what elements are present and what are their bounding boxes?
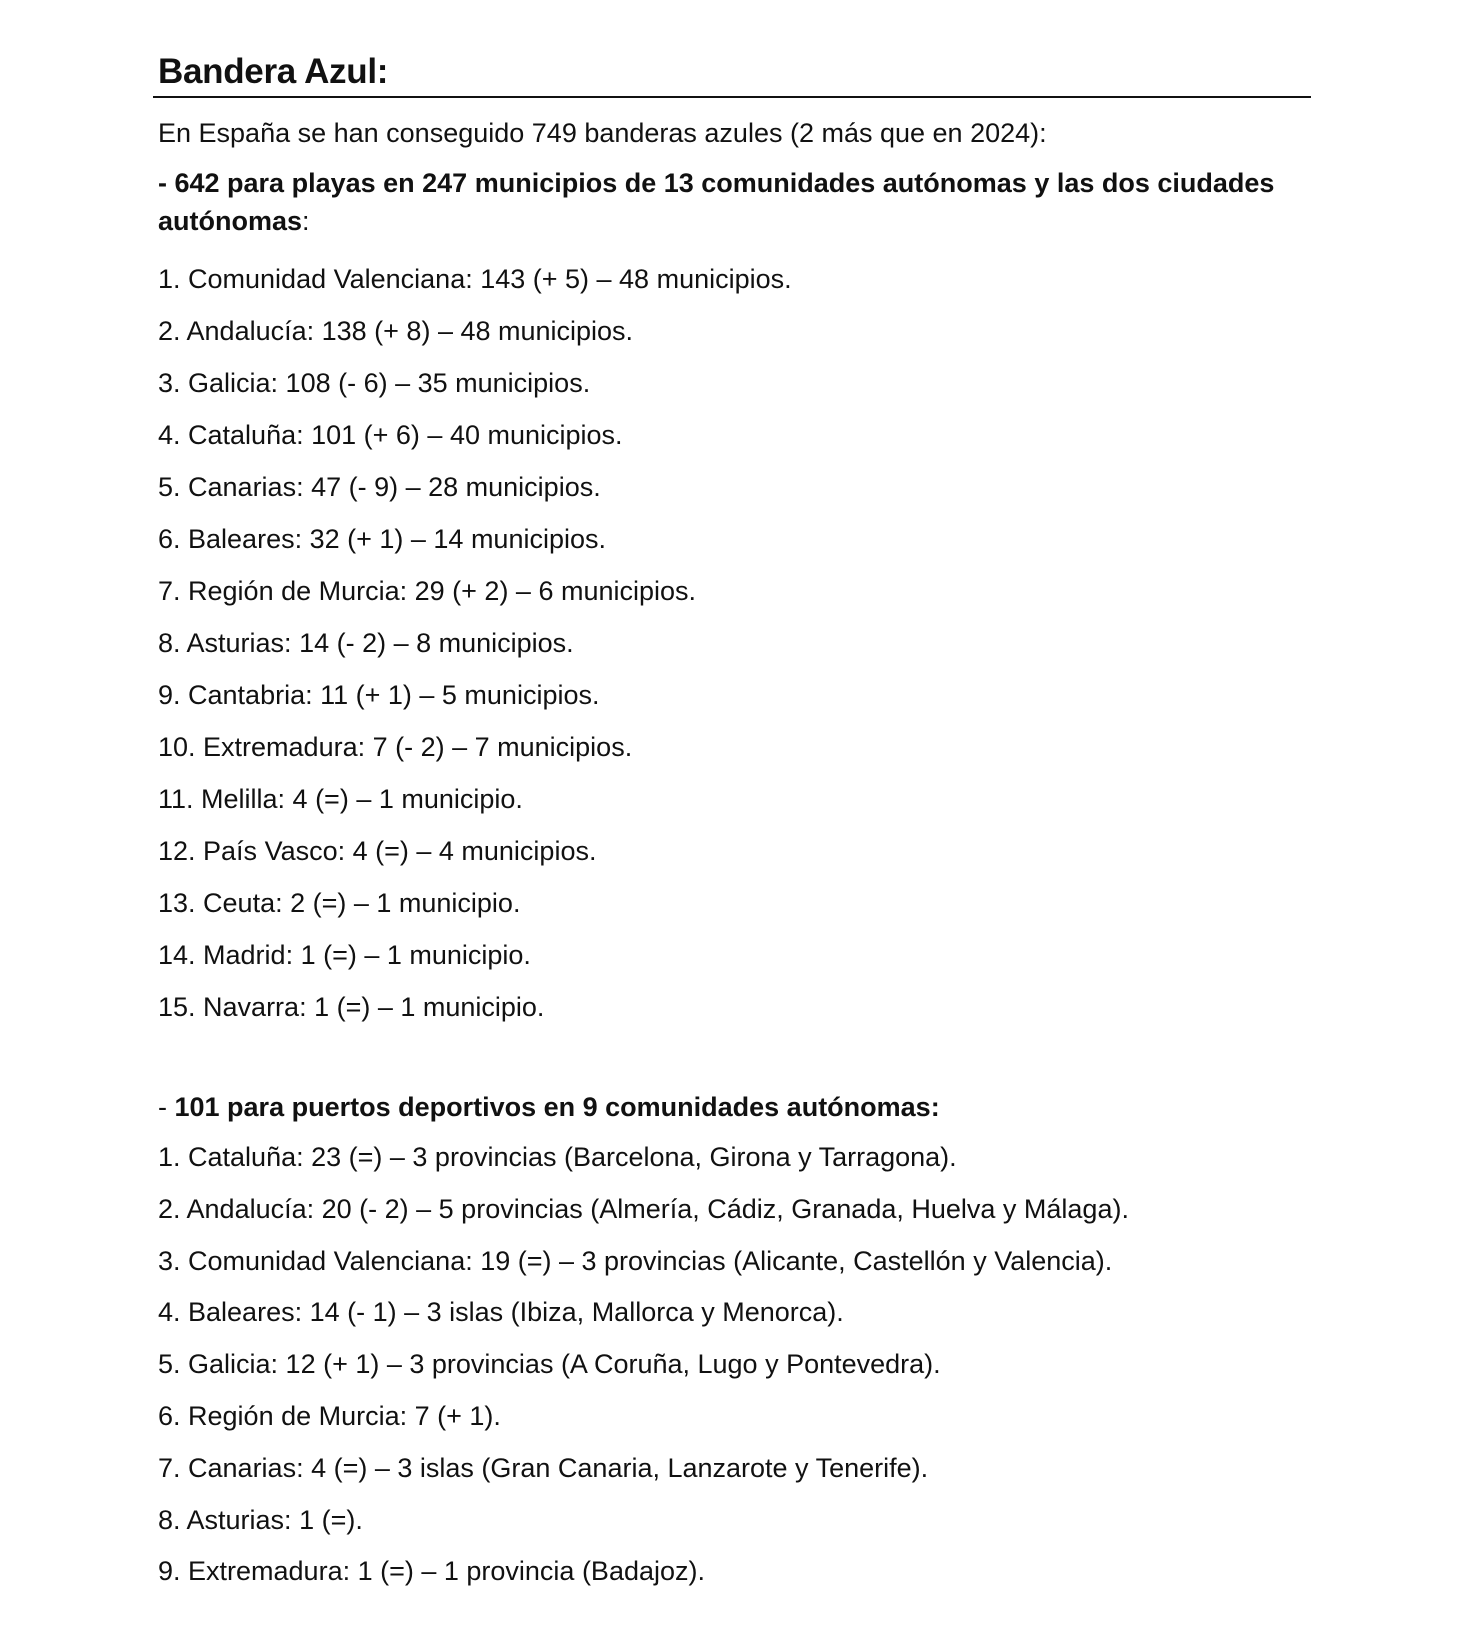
beaches-heading — [158, 164, 1308, 240]
list-item: 2. Andalucía: 20 (- 2) – 5 provincias (Almería, Cádiz, Granada, Huelva y Málaga). — [158, 1193, 1129, 1224]
ports-heading — [158, 1088, 1308, 1126]
beaches-heading-suffix: : — [302, 206, 310, 236]
list-item: 11. Melilla: 4 (=) – 1 municipio. — [158, 784, 523, 814]
intro-paragraph: En España se han conseguido 749 banderas azules (2 más que en 2024): — [158, 118, 1047, 148]
list-item: 7. Región de Murcia: 29 (+ 2) – 6 municipios. — [158, 576, 697, 606]
list-item: 10. Extremadura: 7 (- 2) – 7 municipios. — [158, 732, 633, 762]
list-item: 15. Navarra: 1 (=) – 1 municipio. — [158, 992, 545, 1022]
list-item: 5. Galicia: 12 (+ 1) – 3 provincias (A Coruña, Lugo y Pontevedra). — [158, 1349, 941, 1380]
list-item: 3. Galicia: 108 (- 6) – 35 municipios. — [158, 368, 591, 398]
ports-heading-prefix: - — [158, 1092, 175, 1122]
list-item: 4. Cataluña: 101 (+ 6) – 40 municipios. — [158, 420, 623, 450]
list-item: 9. Cantabria: 11 (+ 1) – 5 municipios. — [158, 680, 600, 710]
list-item: 4. Baleares: 14 (- 1) – 3 islas (Ibiza, Mallorca y Menorca). — [158, 1297, 844, 1328]
title-underline — [153, 96, 1311, 98]
list-item: 7. Canarias: 4 (=) – 3 islas (Gran Canaria, Lanzarote y Tenerife). — [158, 1452, 929, 1483]
list-item: 8. Asturias: 1 (=). — [158, 1504, 363, 1535]
beaches-heading-bold: - 642 para playas en 247 municipios de 13 comunidades autónomas y las dos ciudades autónomas — [158, 168, 1275, 236]
list-item: 8. Asturias: 14 (- 2) – 8 municipios. — [158, 628, 574, 658]
list-item: 9. Extremadura: 1 (=) – 1 provincia (Badajoz). — [158, 1556, 706, 1587]
list-item: 13. Ceuta: 2 (=) – 1 municipio. — [158, 888, 521, 918]
list-item: 12. País Vasco: 4 (=) – 4 municipios. — [158, 836, 597, 866]
list-item: 6. Baleares: 32 (+ 1) – 14 municipios. — [158, 524, 606, 554]
ports-heading-bold: 101 para puertos deportivos en 9 comunidades autónomas: — [174, 1092, 940, 1122]
list-item: 5. Canarias: 47 (- 9) – 28 municipios. — [158, 472, 601, 502]
document-body — [158, 114, 1308, 1604]
list-item: 3. Comunidad Valenciana: 19 (=) – 3 provincias (Alicante, Castellón y Valencia). — [158, 1245, 1113, 1276]
section-spacer — [158, 1040, 1308, 1088]
list-item: 6. Región de Murcia: 7 (+ 1). — [158, 1400, 501, 1431]
ports-list — [158, 1138, 1308, 1604]
beaches-list — [158, 260, 1308, 1040]
list-item: 1. Comunidad Valenciana: 143 (+ 5) – 48 municipios. — [158, 264, 792, 294]
list-item: 1. Cataluña: 23 (=) – 3 provincias (Barcelona, Girona y Tarragona). — [158, 1142, 957, 1172]
list-item: 2. Andalucía: 138 (+ 8) – 48 municipios. — [158, 316, 634, 346]
list-item: 14. Madrid: 1 (=) – 1 municipio. — [158, 940, 531, 970]
document-title: Bandera Azul: — [158, 52, 389, 91]
